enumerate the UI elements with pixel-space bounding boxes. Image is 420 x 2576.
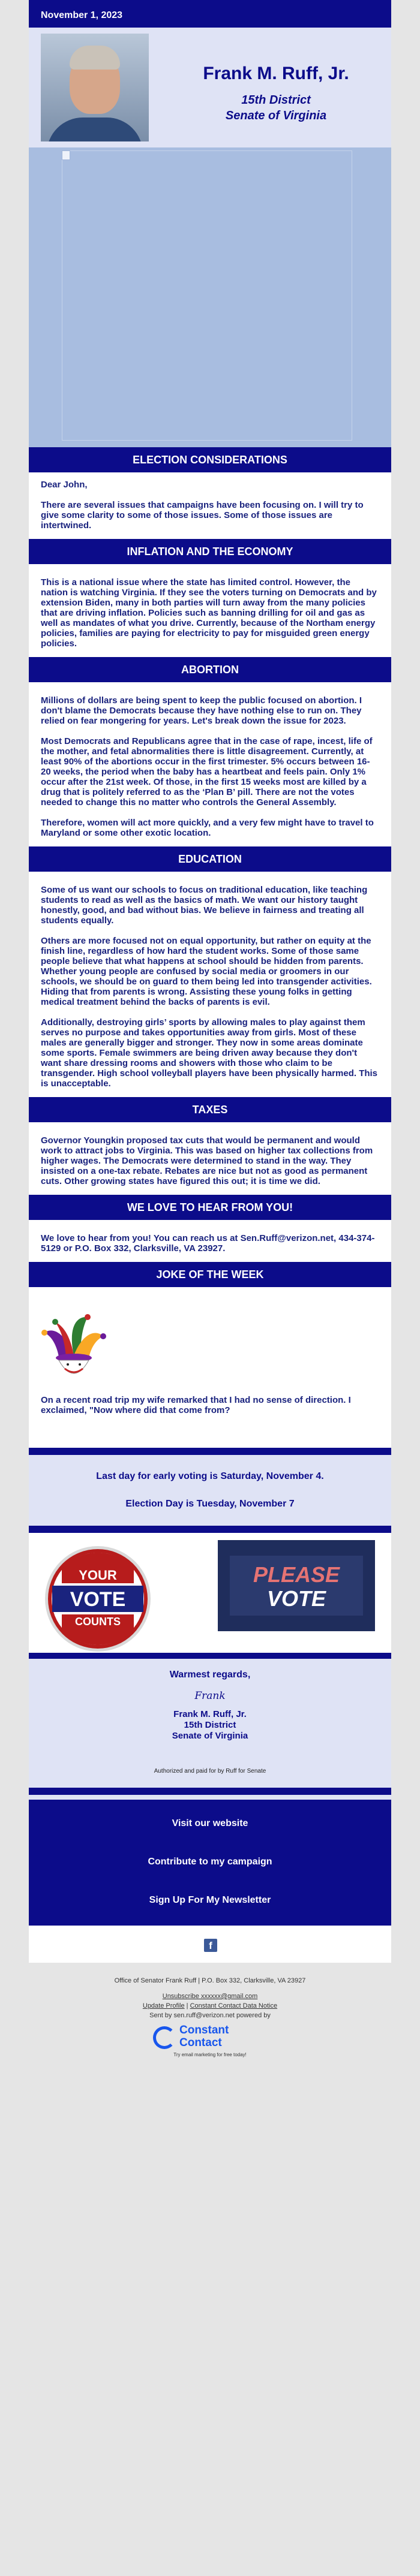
cc-line1: Constant	[179, 2024, 229, 2036]
masthead-text	[167, 64, 385, 123]
footer	[0, 1963, 420, 2057]
section-hear	[29, 1220, 391, 1262]
senator-portrait	[41, 34, 149, 141]
social-row	[29, 1926, 391, 1963]
authorized-note: Authorized and paid for by Ruff for Senate	[154, 1768, 266, 1774]
broken-image-icon	[62, 150, 70, 160]
closing-name: Frank M. Ruff, Jr.	[173, 1709, 247, 1719]
hero-image-frame	[62, 150, 352, 441]
footer-address: Office of Senator Frank Ruff | P.O. Box 332, Clarksville, VA 23927	[114, 1977, 306, 1984]
section-title-hear: WE LOVE TO HEAR FROM YOU!	[29, 1195, 391, 1220]
section-education	[29, 872, 391, 1097]
badge-your: YOUR	[79, 1568, 117, 1583]
hero-image	[29, 147, 391, 447]
paragraph: We love to hear from you! You can reach us at Sen.Ruff@verizon.net, 434-374-5129 or P.O. Box 332, Clarksville, VA 23927.	[41, 1233, 375, 1254]
spacer	[29, 1424, 391, 1448]
constant-contact-logo[interactable]	[153, 2024, 267, 2057]
election-day-text: Election Day is Tuesday, November 7	[125, 1499, 295, 1509]
section-title-taxes: TAXES	[29, 1097, 391, 1122]
section-title-joke: JOKE OF THE WEEK	[29, 1262, 391, 1287]
section-election	[29, 472, 391, 539]
section-title-abortion: ABORTION	[29, 657, 391, 682]
cc-line2: Contact	[179, 2036, 222, 2049]
closing	[29, 1659, 391, 1788]
masthead	[29, 28, 391, 147]
paragraph: This is a national issue where the state has limited control. However, the nation is watching Virginia. If they see the voters turning on Democrats and by extension Biden, many in both parties will turn away from the many policies that are driving inflation. Policies such as banning drilling for oil and gas as well as mandates of what you drive. Currently, because of the Northam energy policies, families are paying for electricity to pay for misguided green energy policies.	[41, 577, 377, 649]
senator-name: Frank M. Ruff, Jr.	[203, 64, 349, 83]
paragraph: Additionally, destroying girls’ sports by allowing males to play against them serves no purpose and takes opportunities away from girls. Most of these males are generally bigger and stronger. They now in some areas dominate some sports. Female swimmers are being driven away because they don't want share dressing rooms and showers with those who claim to be transgender. High school volleyball players have been physically harmed. This is unacceptable.	[41, 1017, 378, 1089]
signature: Frank	[194, 1690, 226, 1702]
paragraph: Most Democrats and Republicans agree that in the case of rape, incest, life of the mother, and fetal abnormalities there is little disagreement. Currently, at least 90% of the abortions occur in the first trimester. 5% occurs between 16-20 weeks, the period when the baby has a heartbeat and feels pain. Only 1% occur after the 21st week. Of those, in the first 15 weeks most are killed by a drug that is politely referred to as the ‘Plan B’ pill. There are not the votes needed to change this no matter who controls the General Assembly.	[41, 736, 373, 808]
section-abortion	[29, 682, 391, 846]
contribute-link[interactable]: Contribute to my campaign	[148, 1857, 272, 1867]
facebook-icon[interactable]: f	[204, 1939, 217, 1952]
closing-salutation: Warmest regards,	[169, 1670, 251, 1680]
action-links	[29, 1800, 391, 1926]
section-title-inflation: INFLATION AND THE ECONOMY	[29, 539, 391, 564]
visit-website-link[interactable]: Visit our website	[172, 1818, 248, 1828]
badge-vote: VOTE	[70, 1588, 126, 1611]
date-bar: November 1, 2023	[29, 4, 391, 28]
data-notice-link[interactable]: Constant Contact Data Notice	[190, 2002, 278, 2009]
unsubscribe-link[interactable]: Unsubscribe xxxxxx@gmail.com	[162, 1993, 258, 2000]
footer-links	[0, 2001, 420, 2011]
paragraph: Therefore, women will act more quickly, and a very few might have to travel to Maryland or some other exotic location.	[41, 818, 374, 838]
cc-tagline: Try email marketing for free today!	[173, 2052, 247, 2057]
vote-graphics	[29, 1533, 391, 1653]
constant-contact-wordmark	[179, 2024, 229, 2049]
paragraph: Others are more focused not on equal opportunity, but rather on equity at the finish line, regardless of how hard the student works. Some of those same people believe that what happens at school should be hidden from parents. Whether young people are confused by social media or groomers in our schools, we should be on guard to them being led into transgender activities. Hiding that from parents is wrong. Assisting these young folks in getting medical treatment behind the backs of parents is evil.	[41, 936, 372, 1007]
paragraph: Some of us want our schools to focus on traditional education, like teaching students to read as well as the basics of math. We want our history taught honestly, good, and bad without bias. We believe in fairness and treating all students equally.	[41, 885, 368, 926]
divider	[29, 1788, 391, 1795]
divider	[29, 1526, 391, 1533]
newsletter-signup-link[interactable]: Sign Up For My Newsletter	[149, 1895, 271, 1905]
footer-separator: |	[186, 2002, 188, 2009]
section-joke	[29, 1287, 391, 1424]
constant-contact-icon	[153, 2026, 176, 2049]
paragraph: There are several issues that campaigns have been focusing on. I will try to give some clarity to some of those issues. Some of those issues are intertwined.	[41, 500, 364, 531]
section-inflation	[29, 564, 391, 657]
paragraph: Governor Youngkin proposed tax cuts that would be permanent and would work to attract jobs to Virginia. This was based on higher tax collections from higher wages. The Democrats were determined to stand in the way. They insisted on a one-tax rebate. Rebates are nice but not as good as permanent cuts. Other growing states have figured this out; it is time we did.	[41, 1135, 373, 1186]
divider	[29, 1653, 391, 1659]
update-profile-link[interactable]: Update Profile	[142, 2002, 185, 2009]
greeting: Dear John,	[41, 480, 88, 490]
section-title-education: EDUCATION	[29, 846, 391, 872]
section-title-election: ELECTION CONSIDERATIONS	[29, 447, 391, 472]
early-voting-text: Last day for early voting is Saturday, November 4.	[96, 1471, 324, 1481]
badge-counts: COUNTS	[75, 1616, 121, 1628]
joke-text: On a recent road trip my wife remarked that I had no sense of direction. I exclaimed, "Now where did that come from?	[41, 1395, 351, 1415]
newsletter	[29, 0, 391, 1963]
please-text: PLEASE	[253, 1562, 340, 1587]
spacer	[29, 1795, 391, 1800]
closing-senate: Senate of Virginia	[172, 1731, 248, 1741]
sent-by: Sent by sen.ruff@verizon.net powered by	[149, 2012, 271, 2019]
paragraph: Millions of dollars are being spent to keep the public focused on abortion. I don't blame the Democrats because they have nothing else to run on. They relied on fear mongering for years. Let's break down the issue for 2023.	[41, 695, 362, 726]
section-taxes	[29, 1122, 391, 1195]
closing-district: 15th District	[184, 1720, 236, 1730]
please-vote-graphic	[218, 1540, 375, 1631]
jester-hat-icon	[41, 1309, 107, 1387]
your-vote-counts-badge	[44, 1545, 152, 1653]
divider	[29, 1448, 391, 1455]
district-label: 15th District	[241, 94, 311, 107]
voting-dates	[29, 1455, 391, 1526]
senate-label: Senate of Virginia	[225, 109, 327, 122]
vote-text: VOTE	[266, 1586, 326, 1611]
